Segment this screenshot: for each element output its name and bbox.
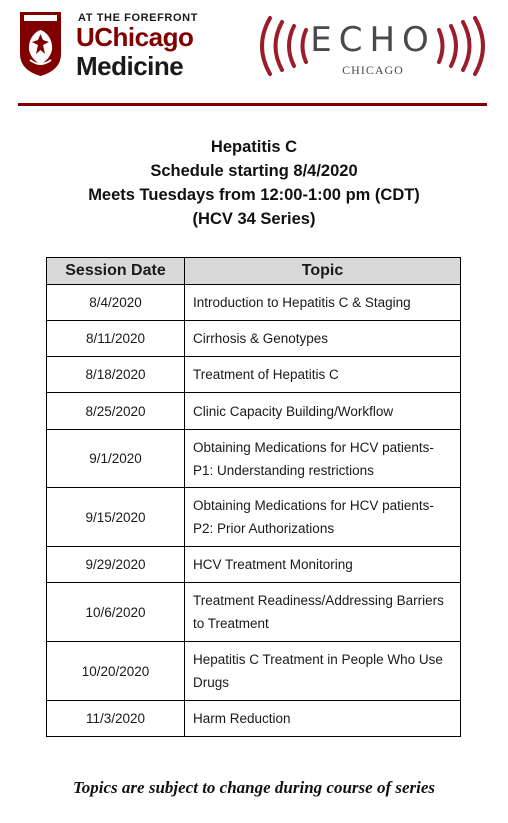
session-date: 8/11/2020: [47, 321, 185, 357]
title-line-2: Schedule starting 8/4/2020: [150, 162, 358, 180]
session-date: 9/15/2020: [47, 488, 185, 547]
table-row: [47, 547, 461, 583]
table-header-row: [47, 258, 461, 285]
session-date: 10/20/2020: [47, 642, 185, 701]
session-topic: Harm Reduction: [185, 701, 461, 737]
session-date: 8/4/2020: [47, 285, 185, 321]
org-name: UChicago: [76, 22, 194, 52]
uchicago-shield-icon: [18, 10, 63, 78]
column-header-topic: Topic: [185, 258, 461, 285]
table-row: [47, 642, 461, 701]
table-row: [47, 393, 461, 430]
session-date: 8/18/2020: [47, 357, 185, 393]
uchicago-medicine-logo: [18, 10, 218, 82]
org-sub-name: Medicine: [76, 51, 184, 81]
session-date: 11/3/2020: [47, 701, 185, 737]
title-line-1: Hepatitis C: [210, 138, 298, 156]
session-topic: Treatment of Hepatitis C: [185, 357, 461, 393]
tagline: AT THE FOREFRONT: [78, 12, 198, 24]
table-row: [47, 701, 461, 737]
echo-wordmark: ECHO: [310, 20, 436, 60]
session-topic: Obtaining Medications for HCV patients-P2: Prior Authorizations: [185, 488, 461, 547]
session-topic: Hepatitis C Treatment in People Who Use Drugs: [185, 642, 461, 701]
session-date: 9/29/2020: [47, 547, 185, 583]
table-row: [47, 321, 461, 357]
session-topic: Treatment Readiness/Addressing Barriers to Treatment: [185, 583, 461, 642]
schedule-title: [0, 135, 508, 231]
session-topic: Clinic Capacity Building/Workflow: [185, 393, 461, 430]
session-topic: Cirrhosis & Genotypes: [185, 321, 461, 357]
session-date: 10/6/2020: [47, 583, 185, 642]
table-row: [47, 357, 461, 393]
session-date: 9/1/2020: [47, 430, 185, 488]
page-header: [0, 0, 508, 110]
title-line-3: Meets Tuesdays from 12:00-1:00 pm (CDT): [88, 186, 420, 204]
table-row: [47, 583, 461, 642]
title-line-4: (HCV 34 Series): [192, 210, 316, 228]
table-row: [47, 285, 461, 321]
session-topic: Introduction to Hepatitis C & Staging: [185, 285, 461, 321]
echo-chicago-logo: [250, 12, 495, 84]
echo-city: CHICAGO: [342, 63, 404, 77]
table-row: [47, 488, 461, 547]
session-topic: HCV Treatment Monitoring: [185, 547, 461, 583]
disclaimer-note: Topics are subject to change during course of series: [72, 778, 436, 797]
table-row: [47, 430, 461, 488]
session-date: 8/25/2020: [47, 393, 185, 430]
header-divider: [18, 103, 487, 106]
schedule-table: [46, 257, 461, 737]
column-header-session-date: Session Date: [47, 258, 185, 285]
session-topic: Obtaining Medications for HCV patients-P1: Understanding restrictions: [185, 430, 461, 488]
